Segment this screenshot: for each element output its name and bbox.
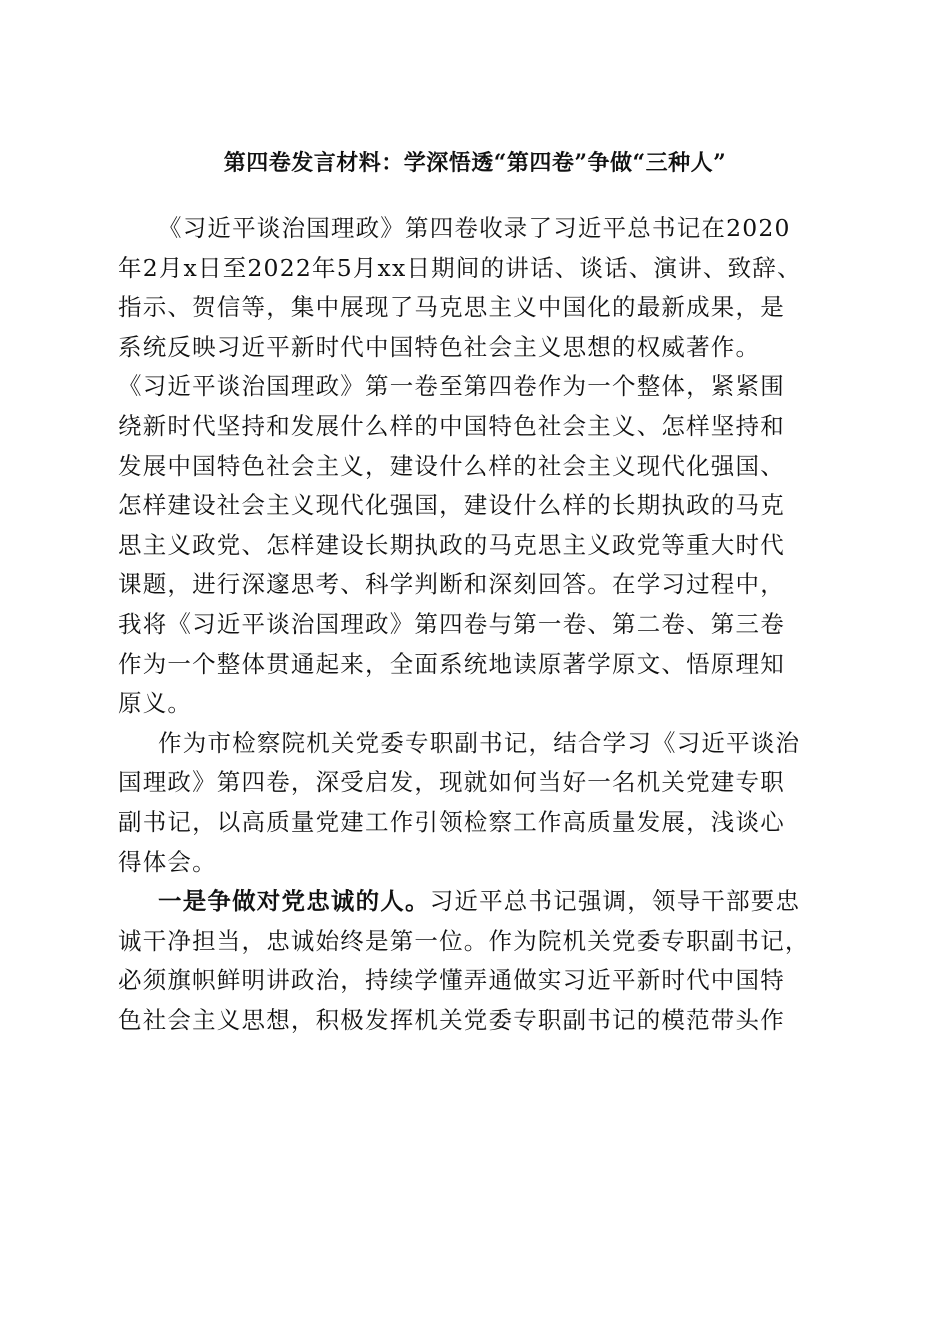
text-line: 作为一个整体贯通起来，全面系统地读原著学原文、悟原理知: [118, 649, 785, 678]
text-line: 怎样建设社会主义现代化强国，建设什么样的长期执政的马克: [118, 491, 785, 520]
text-line: 原义。: [118, 689, 193, 718]
paragraph-2: [118, 724, 830, 882]
text-line: 必须旗帜鲜明讲政治，持续学懂弄通做实习近平新时代中国特: [118, 966, 785, 995]
text-line: 思主义政党、怎样建设长期执政的马克思主义政党等重大时代: [118, 530, 785, 559]
text-line: 系统反映习近平新时代中国特色社会主义思想的权威著作。: [118, 332, 761, 361]
document-body: [118, 209, 830, 1040]
document-title: 第四卷发言材料：学深悟透“第四卷”争做“三种人”: [223, 150, 727, 176]
text-line: 国理政》第四卷，深受启发，现就如何当好一名机关党建专职: [118, 768, 785, 797]
text-line: 副书记，以高质量党建工作引领检察工作高质量发展，浅谈心: [118, 807, 785, 836]
text-line: 绕新时代坚持和发展什么样的中国特色社会主义、怎样坚持和: [118, 411, 785, 440]
text-line: [118, 882, 830, 922]
paragraph-3: [118, 882, 830, 1040]
text-line: 发展中国特色社会主义，建设什么样的社会主义现代化强国、: [118, 451, 785, 480]
text-line: 年2月x日至2022年5月xx日期间的讲话、谈话、演讲、致辞、: [118, 253, 802, 282]
paragraph-lead: 一是争做对党忠诚的人。: [158, 887, 430, 916]
text-line: 指示、贺信等，集中展现了马克思主义中国化的最新成果，是: [118, 293, 785, 322]
text-line: 得体会。: [118, 847, 217, 876]
paragraph-1: [118, 209, 830, 724]
text-line: 《习近平谈治国理政》第四卷收录了习近平总书记在2020: [158, 214, 791, 242]
text-line: 我将《习近平谈治国理政》第四卷与第一卷、第二卷、第三卷: [118, 609, 785, 638]
text-line: 《习近平谈治国理政》第一卷至第四卷作为一个整体，紧紧围: [118, 372, 785, 401]
paragraph-lead-rest: 习近平总书记强调，领导干部要忠: [429, 887, 801, 916]
text-line: 作为市检察院机关党委专职副书记，结合学习《习近平谈治: [158, 728, 801, 757]
text-line: 诚干净担当，忠诚始终是第一位。作为院机关党委专职副书记，: [118, 926, 810, 955]
text-line: 色社会主义思想，积极发挥机关党委专职副书记的模范带头作: [118, 1005, 785, 1034]
text-line: 课题，进行深邃思考、科学判断和深刻回答。在学习过程中，: [118, 570, 785, 599]
